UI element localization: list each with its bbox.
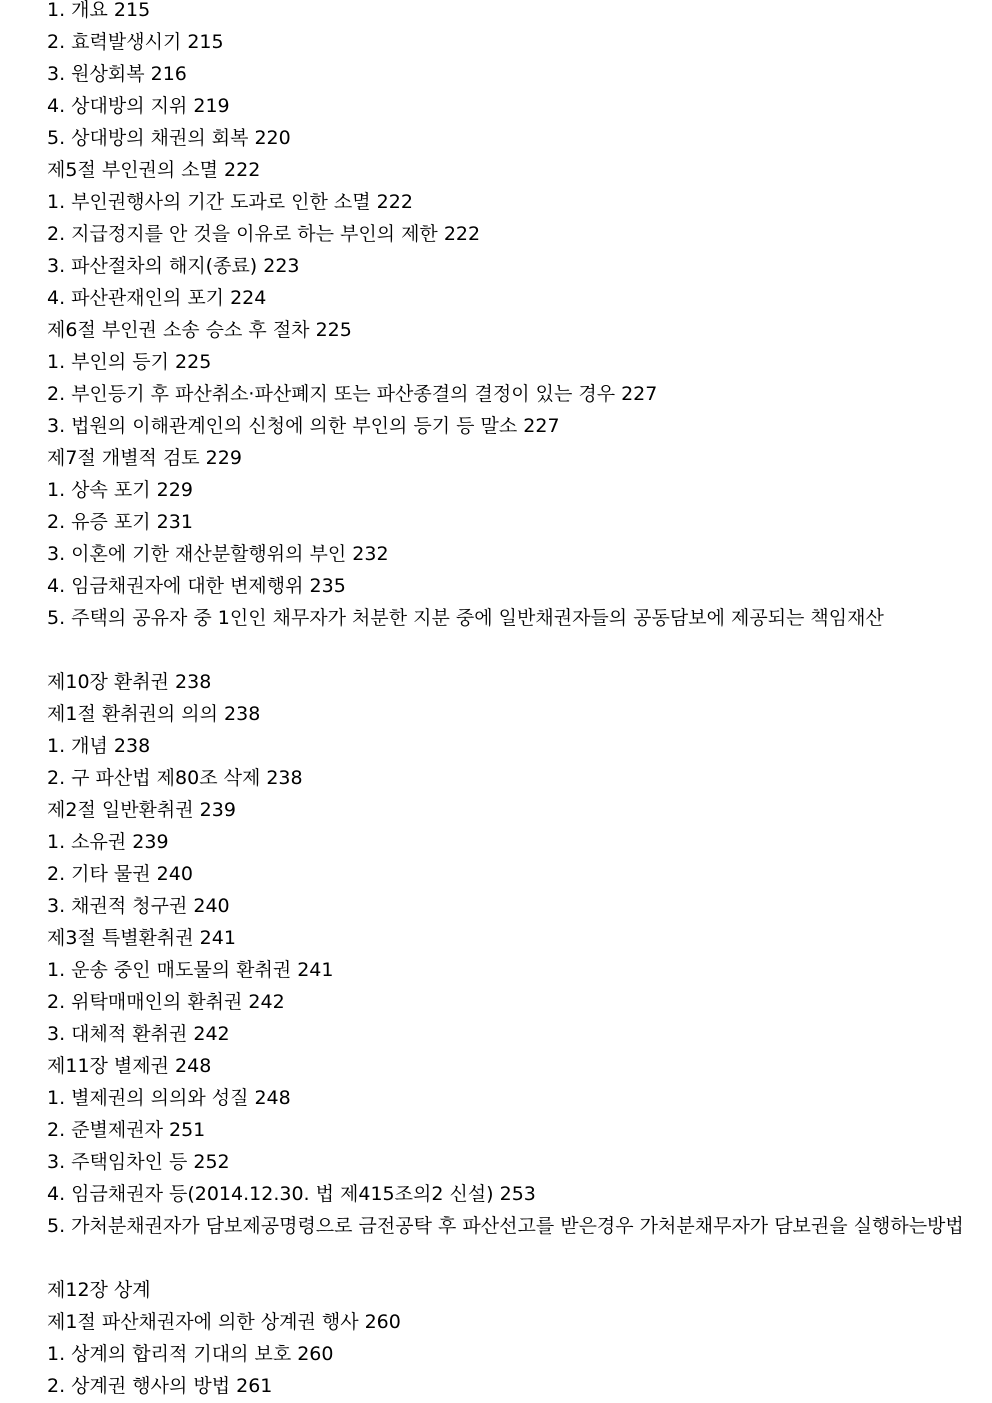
toc-entry: 2. 준별제권자 251: [47, 1119, 206, 1141]
toc-section-heading: 제1절 파산채권자에 의한 상계권 행사 260: [47, 1311, 401, 1333]
toc-entry: 2. 효력발생시기 215: [47, 31, 224, 53]
toc-chapter-heading: 제12장 상계: [47, 1279, 151, 1301]
toc-entry: 4. 파산관재인의 포기 224: [47, 287, 267, 309]
toc-entry: 5. 가처분채권자가 담보제공명령으로 금전공탁 후 파산선고를 받은경우 가처분채무자가 담보권을 실행하는방법: [47, 1215, 964, 1237]
toc-entry: 3. 파산절차의 해지(종료) 223: [47, 255, 300, 277]
toc-entry: 2. 기타 물권 240: [47, 863, 193, 885]
blank-line: [47, 1242, 982, 1274]
toc-entry: 1. 별제권의 의의와 성질 248: [47, 1087, 291, 1109]
toc-entry: 1. 부인권행사의 기간 도과로 인한 소멸 222: [47, 191, 413, 213]
toc-entry: 1. 운송 중인 매도물의 환취권 241: [47, 959, 334, 981]
toc-section-heading: 제7절 개별적 검토 229: [47, 447, 242, 469]
toc-entry: 1. 상계의 합리적 기대의 보호 260: [47, 1343, 334, 1365]
toc-entry: 3. 채권적 청구권 240: [47, 895, 230, 917]
toc-entry: 1. 상속 포기 229: [47, 479, 193, 501]
toc-section-heading: 제1절 환취권의 의의 238: [47, 703, 261, 725]
toc-section-heading: 제5절 부인권의 소멸 222: [47, 159, 261, 181]
toc-entry: 3. 법원의 이해관계인의 신청에 의한 부인의 등기 등 말소 227: [47, 415, 560, 437]
toc-entry: 5. 상대방의 채권의 회복 220: [47, 127, 291, 149]
toc-entry: 1. 개념 238: [47, 735, 151, 757]
toc-entry: 2. 위탁매매인의 환취권 242: [47, 991, 285, 1013]
blank-line: [47, 634, 982, 666]
toc-entry: 3. 이혼에 기한 재산분할행위의 부인 232: [47, 543, 389, 565]
toc-entry: 4. 임금채권자 등(2014.12.30. 법 제415조의2 신설) 253: [47, 1183, 536, 1205]
toc-entry: 2. 부인등기 후 파산취소·파산폐지 또는 파산종결의 결정이 있는 경우 227: [47, 383, 658, 405]
toc-entry: 2. 구 파산법 제80조 삭제 238: [47, 767, 303, 789]
table-of-contents: [47, 0, 982, 1402]
toc-entry: 2. 상계권 행사의 방법 261: [47, 1375, 273, 1397]
toc-entry: 3. 원상회복 216: [47, 63, 187, 85]
toc-entry: 1. 부인의 등기 225: [47, 351, 212, 373]
toc-entry: 1. 소유권 239: [47, 831, 169, 853]
toc-entry: 3. 대체적 환취권 242: [47, 1023, 230, 1045]
toc-chapter-heading: 제11장 별제권 248: [47, 1055, 212, 1077]
toc-section-heading: 제6절 부인권 소송 승소 후 절차 225: [47, 319, 352, 341]
toc-section-heading: 제3절 특별환취권 241: [47, 927, 236, 949]
toc-entry: 5. 주택의 공유자 중 1인인 채무자가 처분한 지분 중에 일반채권자들의 공동담보에 제공되는 책임재산: [47, 607, 884, 629]
toc-entry: 4. 상대방의 지위 219: [47, 95, 230, 117]
toc-entry: 2. 유증 포기 231: [47, 511, 193, 533]
toc-entry: 1. 개요 215: [47, 0, 151, 21]
toc-entry: 4. 임금채권자에 대한 변제행위 235: [47, 575, 346, 597]
toc-entry: 2. 지급정지를 안 것을 이유로 하는 부인의 제한 222: [47, 223, 481, 245]
toc-chapter-heading: 제10장 환취권 238: [47, 671, 212, 693]
toc-entry: 3. 주택임차인 등 252: [47, 1151, 230, 1173]
toc-section-heading: 제2절 일반환취권 239: [47, 799, 236, 821]
